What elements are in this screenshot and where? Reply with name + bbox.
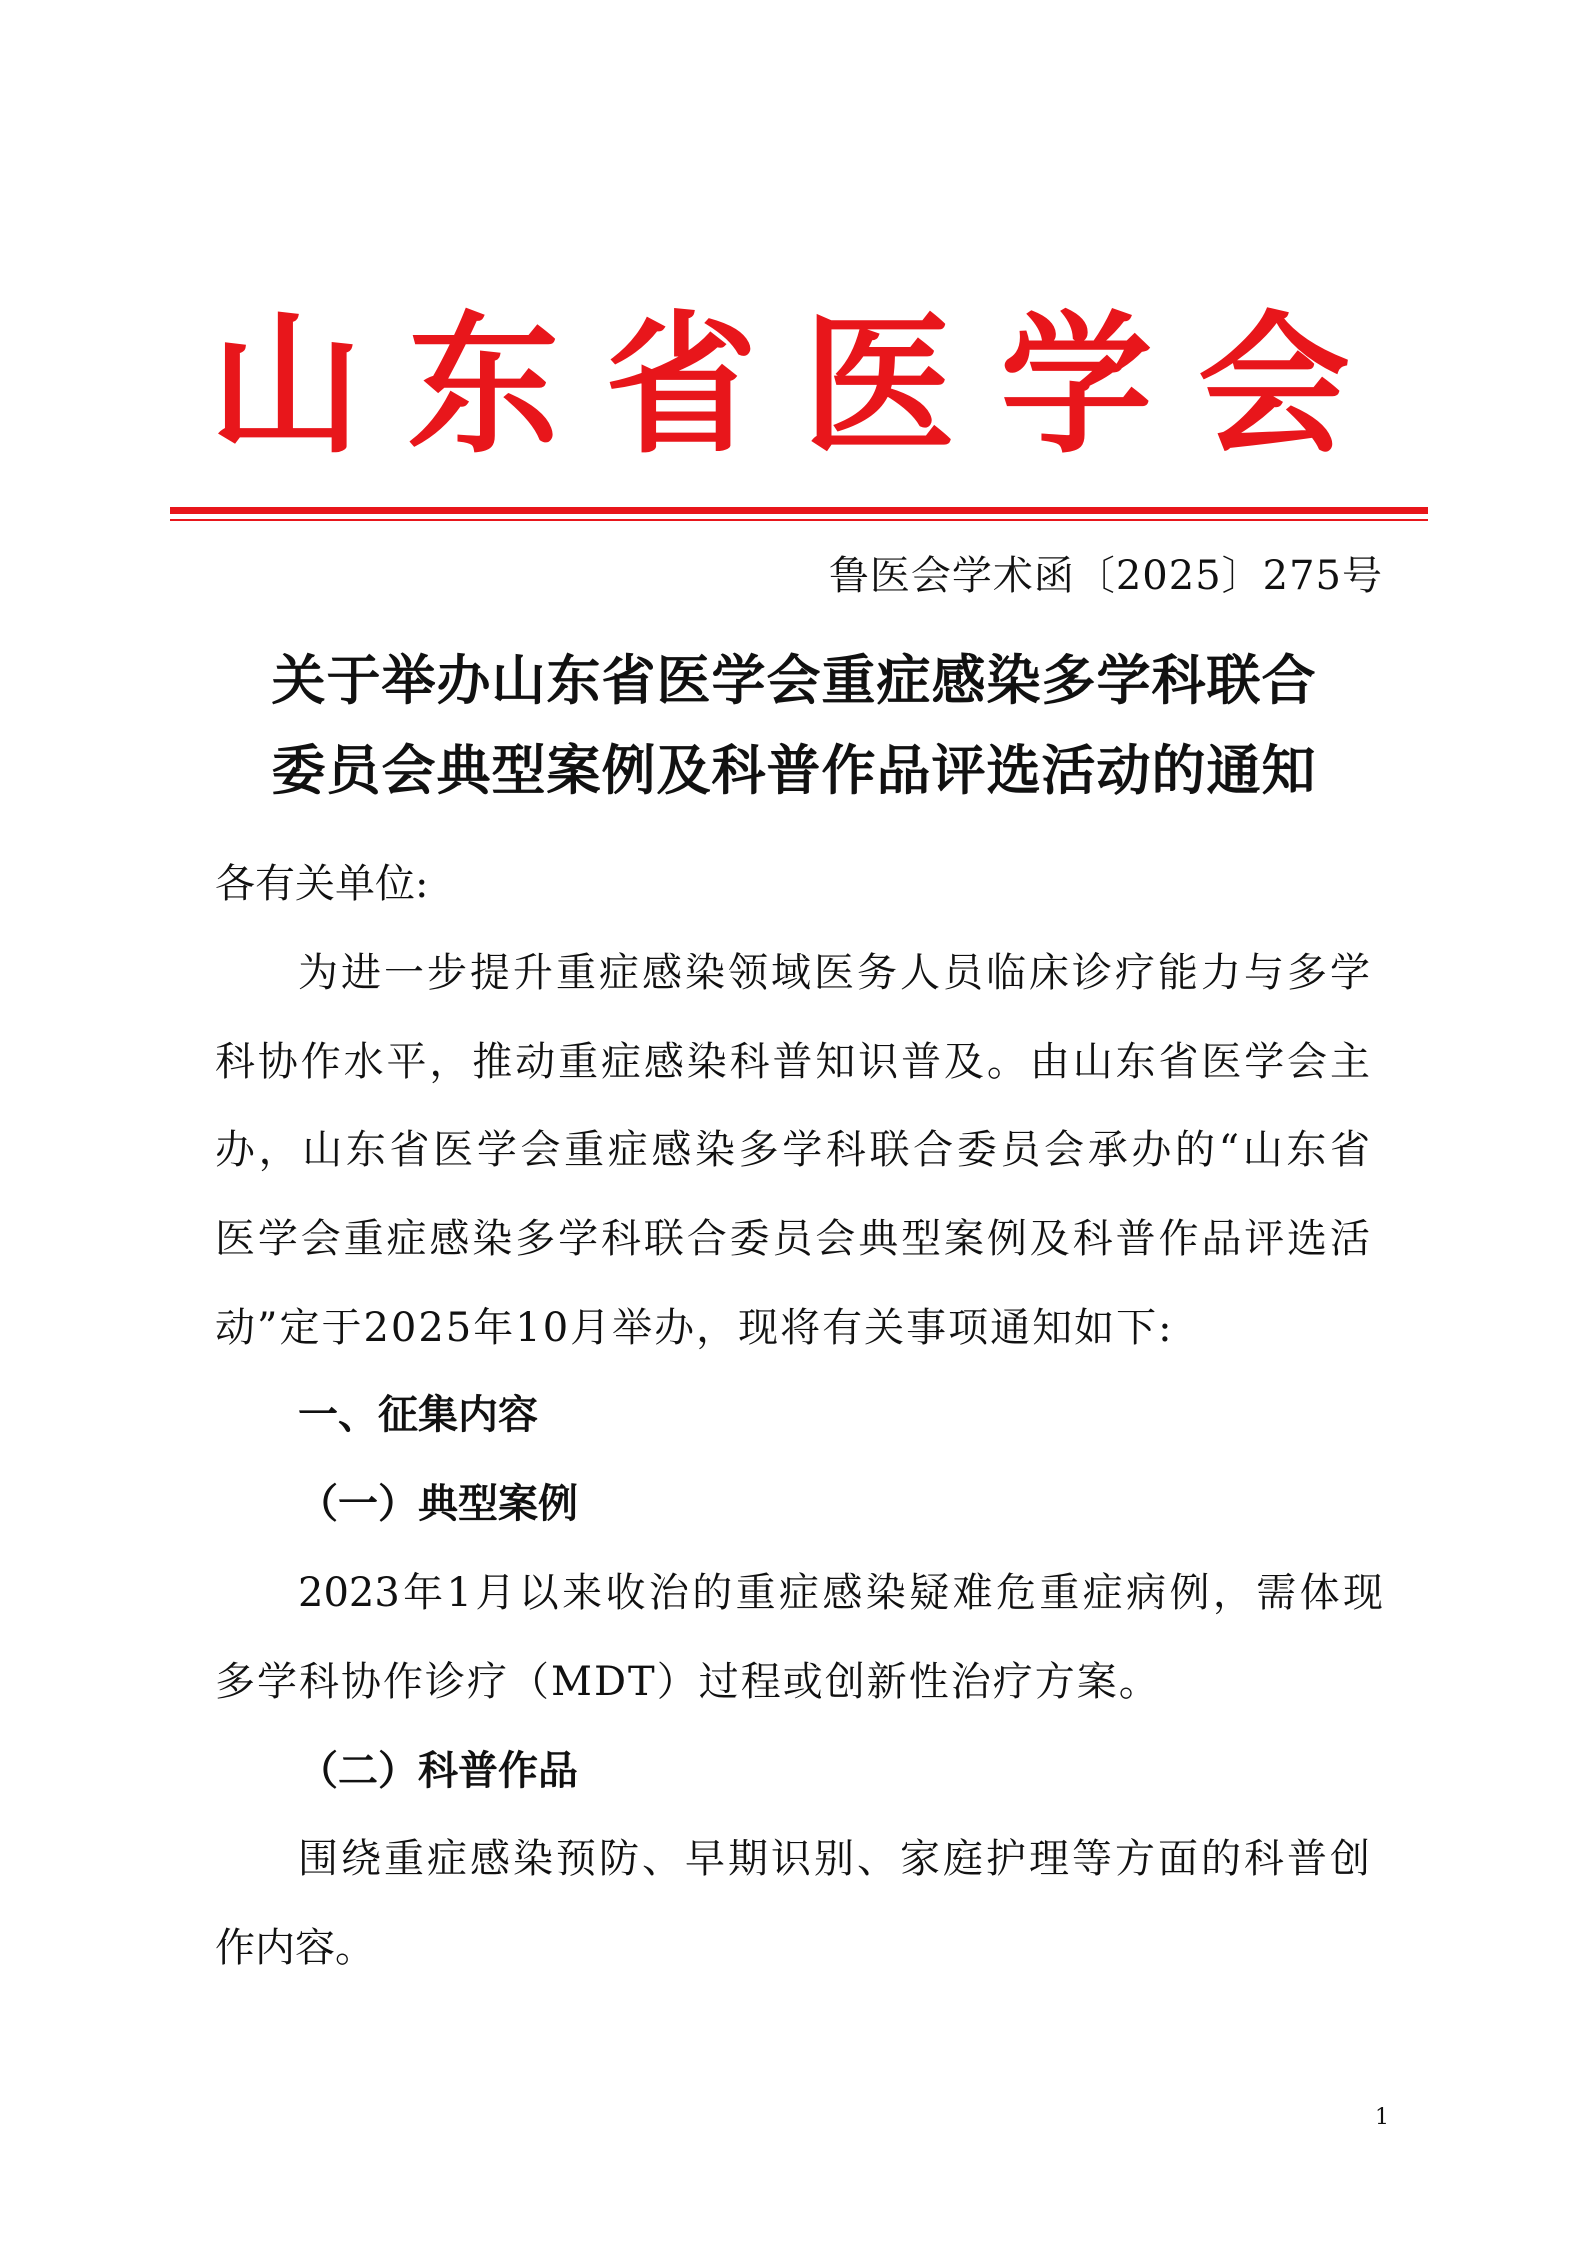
subsection-heading: （二）科普作品: [298, 1747, 578, 1794]
paragraph-line: 为进一步提升重症感染领域医务人员临床诊疗能力与多学: [298, 950, 1370, 996]
paragraph-line: 多学科协作诊疗（MDT）过程或创新性治疗方案。: [215, 1659, 1161, 1705]
subsection-heading: （一）典型案例: [298, 1480, 578, 1527]
letterhead-char: 会: [1197, 295, 1350, 474]
document-number: 鲁医会学术函〔2025〕275号: [828, 553, 1383, 599]
letterhead-char: 省: [605, 295, 758, 474]
salutation: 各有关单位:: [215, 861, 429, 907]
paragraph-line: 作内容。: [215, 1925, 375, 1971]
letterhead-char: 学: [1000, 295, 1153, 474]
letterhead-org-name: [210, 295, 1350, 474]
letterhead-char: 医: [802, 295, 955, 474]
letterhead-rule-thick: [170, 507, 1428, 514]
paragraph-line: 科协作水平，推动重症感染科普知识普及。由山东省医学会主: [215, 1039, 1370, 1085]
paragraph-line: 动”定于2025年10月举办，现将有关事项通知如下:: [215, 1305, 1174, 1351]
letterhead-char: 东: [407, 295, 560, 474]
document-title-line-1: 关于举办山东省医学会重症感染多学科联合: [271, 648, 1317, 712]
paragraph-line: 办，山东省医学会重症感染多学科联合委员会承办的“山东省: [215, 1127, 1370, 1173]
paragraph-line: 医学会重症感染多学科联合委员会典型案例及科普作品评选活: [215, 1216, 1370, 1262]
letterhead-char: 山: [210, 295, 362, 474]
page-number: 1: [1375, 2105, 1389, 2130]
document-title-line-2: 委员会典型案例及科普作品评选活动的通知: [271, 738, 1317, 802]
paragraph-line: 围绕重症感染预防、早期识别、家庭护理等方面的科普创: [298, 1836, 1370, 1882]
letterhead-rule-thin: [170, 519, 1428, 521]
paragraph-line: 2023年1月以来收治的重症感染疑难危重症病例，需体现: [298, 1570, 1383, 1616]
section-heading: 一、征集内容: [298, 1391, 538, 1438]
